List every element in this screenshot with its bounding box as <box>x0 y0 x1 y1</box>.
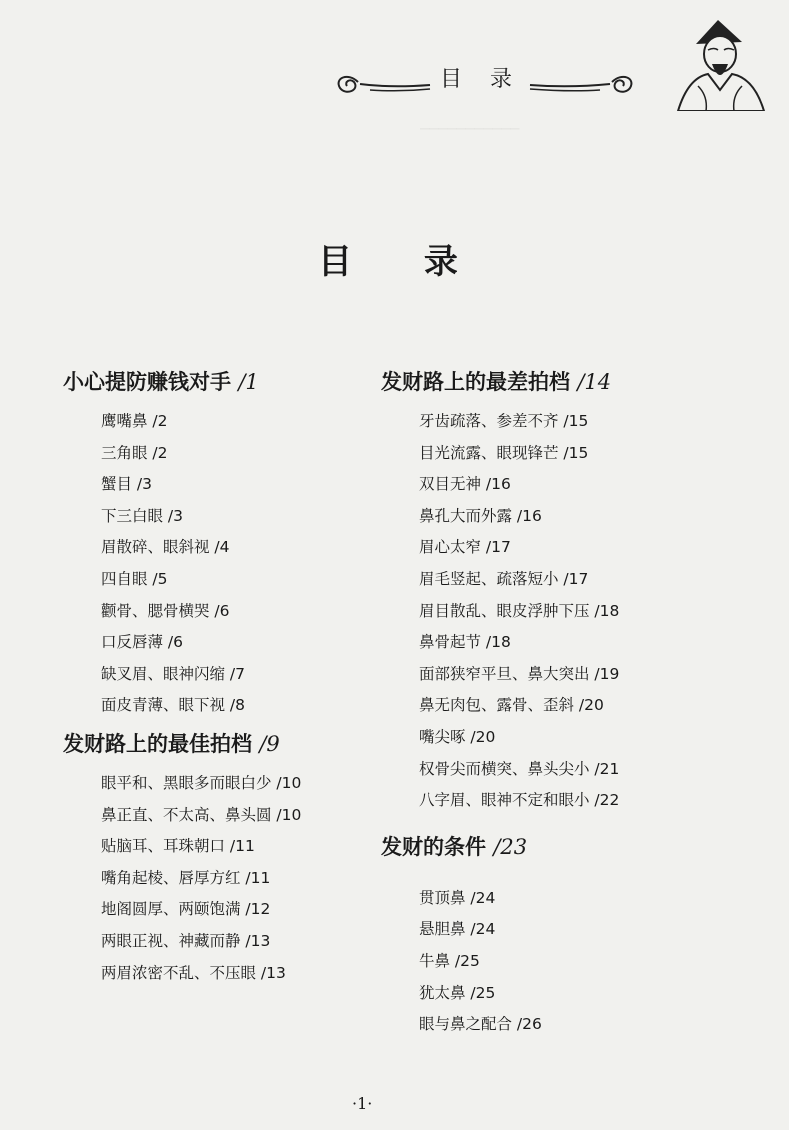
show-through-text: ─────────── <box>420 120 520 138</box>
toc-entry[interactable]: 鼻孔大而外露 /16 <box>419 506 542 525</box>
toc-entry[interactable]: 眼与鼻之配合 /26 <box>419 1015 542 1034</box>
page-number: ·1· <box>352 1094 373 1113</box>
toc-entry[interactable]: 权骨尖而横突、鼻头尖小 /21 <box>419 759 620 778</box>
toc-entry[interactable]: 地阁圆厚、两颐饱满 /12 <box>101 900 271 919</box>
toc-entry[interactable]: 两眉浓密不乱、不压眼 /13 <box>101 963 286 982</box>
toc-entry[interactable]: 牛鼻 /25 <box>419 951 480 970</box>
header-title: 目录 <box>440 67 541 92</box>
toc-entry[interactable]: 贴脑耳、耳珠朝口 /11 <box>101 837 255 856</box>
toc-entry[interactable]: 犹太鼻 /25 <box>419 983 496 1002</box>
toc-section-heading[interactable]: 发财的条件 /23 <box>381 834 528 859</box>
toc-entry[interactable]: 悬胆鼻 /24 <box>419 920 496 939</box>
toc-entry[interactable]: 颧骨、腮骨横哭 /6 <box>101 601 230 620</box>
toc-right-column <box>381 366 721 1041</box>
toc-entry[interactable]: 缺叉眉、眼神闪缩 /7 <box>101 664 246 683</box>
toc-entry[interactable]: 双目无神 /16 <box>419 475 511 494</box>
toc-entry[interactable]: 眉目散乱、眼皮浮肿下压 /18 <box>419 601 620 620</box>
toc-entry[interactable]: 四自眼 /5 <box>101 569 168 588</box>
toc-entry[interactable]: 面皮青薄、眼下视 /8 <box>101 696 246 715</box>
toc-entry[interactable]: 眉心太窄 /17 <box>419 538 511 557</box>
toc-entry[interactable]: 下三白眼 /3 <box>101 506 184 525</box>
toc-section-heading[interactable]: 小心提防赚钱对手 /1 <box>63 370 259 394</box>
toc-entry[interactable]: 两眼正视、神藏而静 /13 <box>101 931 271 950</box>
toc-entry[interactable]: 蟹目 /3 <box>101 475 153 494</box>
toc-section-heading[interactable]: 发财路上的最佳拍档 /9 <box>63 731 280 756</box>
toc-entry[interactable]: 目光流露、眼现锋芒 /15 <box>419 443 589 462</box>
toc-entry[interactable]: 三角眼 /2 <box>101 443 168 462</box>
toc-entry[interactable]: 面部狭窄平旦、鼻大突出 /19 <box>419 664 620 683</box>
toc-entry[interactable]: 眉散碎、眼斜视 /4 <box>101 538 230 557</box>
toc-entry[interactable]: 鼻正直、不太高、鼻头圆 /10 <box>101 805 302 824</box>
toc-entry[interactable]: 嘴角起棱、唇厚方红 /11 <box>101 868 271 887</box>
sage-portrait-icon <box>668 16 768 111</box>
toc-section-heading[interactable]: 发财路上的最差拍档 /14 <box>381 370 612 394</box>
toc-entry[interactable]: 鹰嘴鼻 /2 <box>101 412 168 430</box>
toc-entry[interactable]: 嘴尖啄 /20 <box>419 727 496 746</box>
toc-entry[interactable]: 眉毛竖起、疏落短小 /17 <box>419 569 589 588</box>
toc-entry[interactable]: 鼻无肉包、露骨、歪斜 /20 <box>419 696 604 715</box>
toc-entry[interactable]: 眼平和、黑眼多而眼白少 /10 <box>101 773 302 792</box>
toc-entry[interactable]: 贯顶鼻 /24 <box>419 888 496 907</box>
toc-entry[interactable]: 口反唇薄 /6 <box>101 633 184 652</box>
header-ornament <box>330 58 660 108</box>
page-title: 目 录 <box>318 242 488 282</box>
toc-entry[interactable]: 牙齿疏落、参差不齐 /15 <box>419 412 589 430</box>
toc-entry[interactable]: 鼻骨起节 /18 <box>419 633 511 652</box>
toc-left-column <box>63 366 403 989</box>
toc-entry[interactable]: 八字眉、眼神不定和眼小 /22 <box>419 791 620 810</box>
